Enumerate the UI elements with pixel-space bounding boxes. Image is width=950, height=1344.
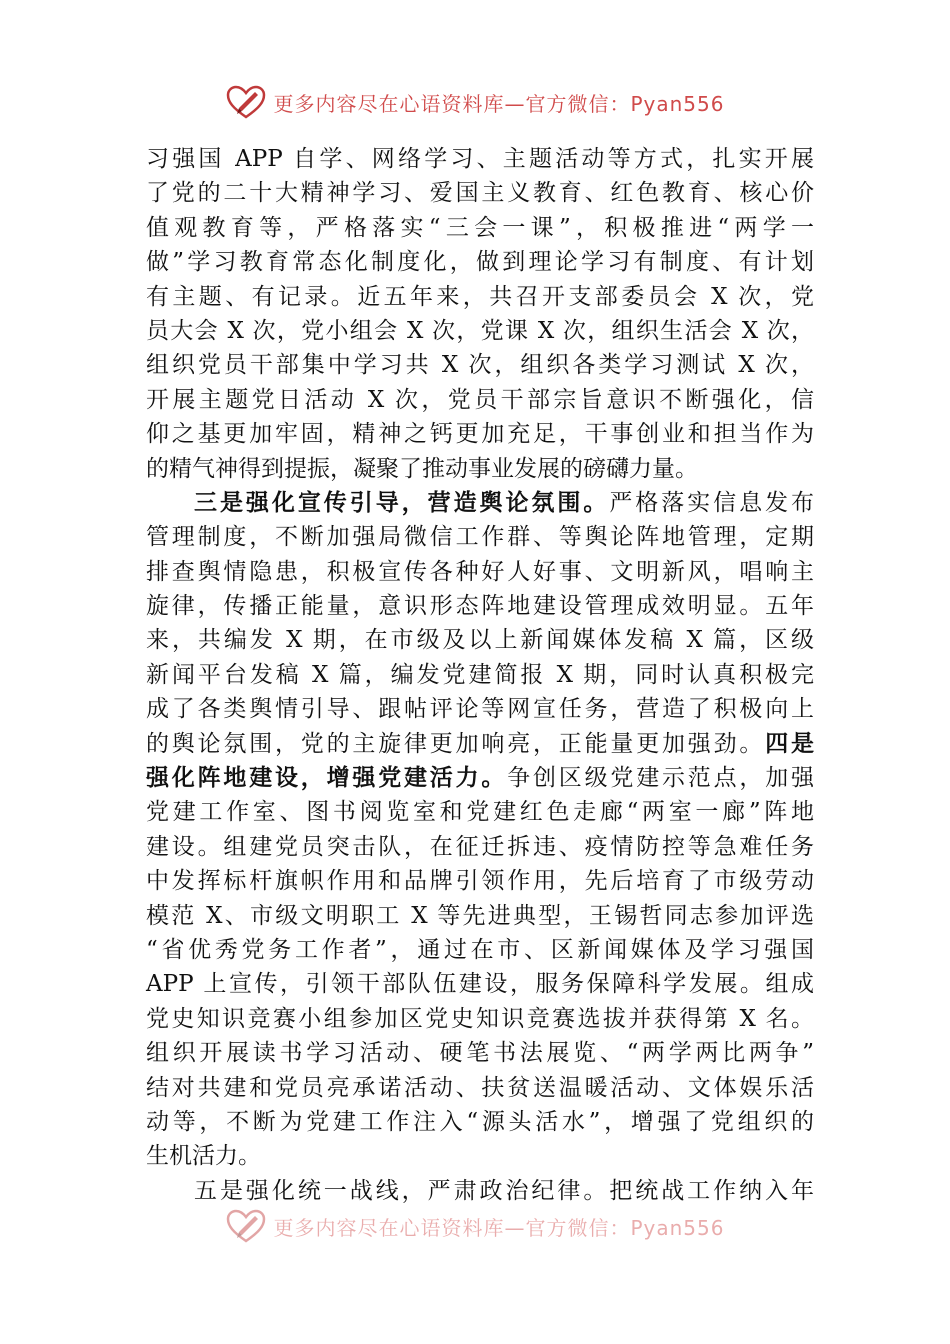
text-line: [146, 211, 814, 245]
heart-pen-logo-icon: [225, 84, 267, 120]
bold-heading-text: 强化阵地建设，增强党建活力。: [146, 764, 508, 792]
body-text: 组织党员干部集中学习共 X 次，组织各类学习测试 X 次，: [146, 352, 814, 379]
body-text: 员大会 X 次，党小组会 X 次，党课 X 次，组织生活会 X 次，: [146, 317, 814, 344]
body-text: 旋律，传播正能量，意识形态阵地建设管理成效明显。五年: [146, 593, 814, 620]
watermark-text: 更多内容尽在心语资料库—官方微信：Pyan556: [273, 91, 725, 116]
text-line: [146, 245, 814, 279]
body-text: 争创区级党建示范点，加强: [507, 765, 815, 792]
body-text: 仰之基更加牢固，精神之钙更加充足，干事创业和担当作为: [146, 421, 814, 448]
body-text: 五是强化统一战线，严肃政治纪律。把统战工作纳入年: [194, 1177, 814, 1204]
text-line: [146, 761, 814, 795]
text-line: [146, 589, 814, 623]
text-line: [146, 1105, 814, 1139]
body-text: 严格落实信息发布: [609, 489, 815, 516]
body-text: 党史知识竞赛小组参加区党史知识竞赛选拔并获得第 X 名。: [146, 1005, 814, 1032]
body-text: 新闻平台发稿 X 篇，编发党建简报 X 期，同时认真积极完: [146, 661, 814, 688]
text-line: [146, 658, 814, 692]
header-watermark: [0, 84, 950, 120]
text-line: [146, 692, 814, 726]
heart-pen-logo-icon: [225, 1208, 267, 1244]
body-text: 了党的二十大精神学习、爱国主义教育、红色教育、核心价: [146, 180, 814, 207]
text-line: [146, 1002, 814, 1036]
body-text: “省优秀党务工作者”，通过在市、区新闻媒体及学习强国: [146, 936, 814, 963]
text-line: [146, 452, 814, 486]
text-line: [146, 520, 814, 554]
body-text: 模范 X、市级文明职工 X 等先进典型，王锡哲同志参加评选: [146, 902, 814, 929]
body-text: 生机活力。: [146, 1143, 261, 1170]
text-line: [146, 1174, 814, 1208]
text-line: [146, 623, 814, 657]
text-line: [146, 795, 814, 829]
body-text: 做”学习教育常态化制度化，做到理论学习有制度、有计划: [146, 249, 814, 276]
text-line: [146, 383, 814, 417]
text-line: [146, 176, 814, 210]
text-line: [146, 348, 814, 382]
body-text: 组织开展读书学习活动、硬笔书法展览、“两学两比两争”: [146, 1040, 814, 1067]
watermark-text: 更多内容尽在心语资料库—官方微信：Pyan556: [273, 1215, 725, 1240]
body-text: 开展主题党日活动 X 次，党员干部宗旨意识不断强化，信: [146, 386, 814, 413]
body-text: 排查舆情隐患，积极宣传各种好人好事、文明新风，唱响主: [146, 558, 814, 585]
body-text: 的精气神得到提振，凝聚了推动事业发展的磅礴力量。: [146, 455, 698, 482]
body-text: 动等，不断为党建工作注入“源头活水”，增强了党组织的: [146, 1108, 814, 1135]
body-text: 的舆论氛围，党的主旋律更加响亮，正能量更加强劲。: [146, 730, 766, 757]
text-line: [146, 555, 814, 589]
text-line: [146, 1071, 814, 1105]
body-text: APP 上宣传，引领干部队伍建设，服务保障科学发展。组成: [146, 971, 814, 998]
text-line: [146, 486, 814, 520]
text-line: [146, 727, 814, 761]
text-line: [146, 830, 814, 864]
text-line: [146, 899, 814, 933]
body-text: 成了各类舆情引导、跟帖评论等网宣任务，营造了积极向上: [146, 696, 814, 723]
text-line: [146, 864, 814, 898]
bold-heading-text: 三是强化宣传引导，营造舆论氛围。: [194, 488, 610, 516]
body-text: 值观教育等，严格落实“三会一课”，积极推进“两学一: [146, 214, 814, 241]
body-text: 中发挥标杆旗帜作用和品牌引领作用，先后培育了市级劳动: [146, 868, 814, 895]
text-line: [146, 417, 814, 451]
bold-heading-text: 四是: [765, 729, 815, 757]
text-line: [146, 1036, 814, 1070]
body-text: 来，共编发 X 期，在市级及以上新闻媒体发稿 X 篇，区级: [146, 627, 814, 654]
body-text: 有主题、有记录。近五年来，共召开支部委员会 X 次，党: [146, 283, 814, 310]
footer-watermark: [0, 1208, 950, 1244]
text-line: [146, 933, 814, 967]
text-line: [146, 280, 814, 314]
text-line: [146, 142, 814, 176]
body-text: 习强国 APP 自学、网络学习、主题活动等方式，扎实开展: [146, 146, 814, 172]
text-line: [146, 1139, 814, 1173]
text-line: [146, 314, 814, 348]
body-text: 建设。组建党员突击队，在征迁拆违、疫情防控等急难任务: [146, 833, 814, 860]
document-body: [146, 142, 814, 1208]
text-line: [146, 967, 814, 1001]
body-text: 管理制度，不断加强局微信工作群、等舆论阵地管理，定期: [146, 524, 814, 551]
body-text: 党建工作室、图书阅览室和党建红色走廊“两室一廊”阵地: [146, 799, 814, 826]
body-text: 结对共建和党员亮承诺活动、扶贫送温暖活动、文体娱乐活: [146, 1074, 814, 1101]
